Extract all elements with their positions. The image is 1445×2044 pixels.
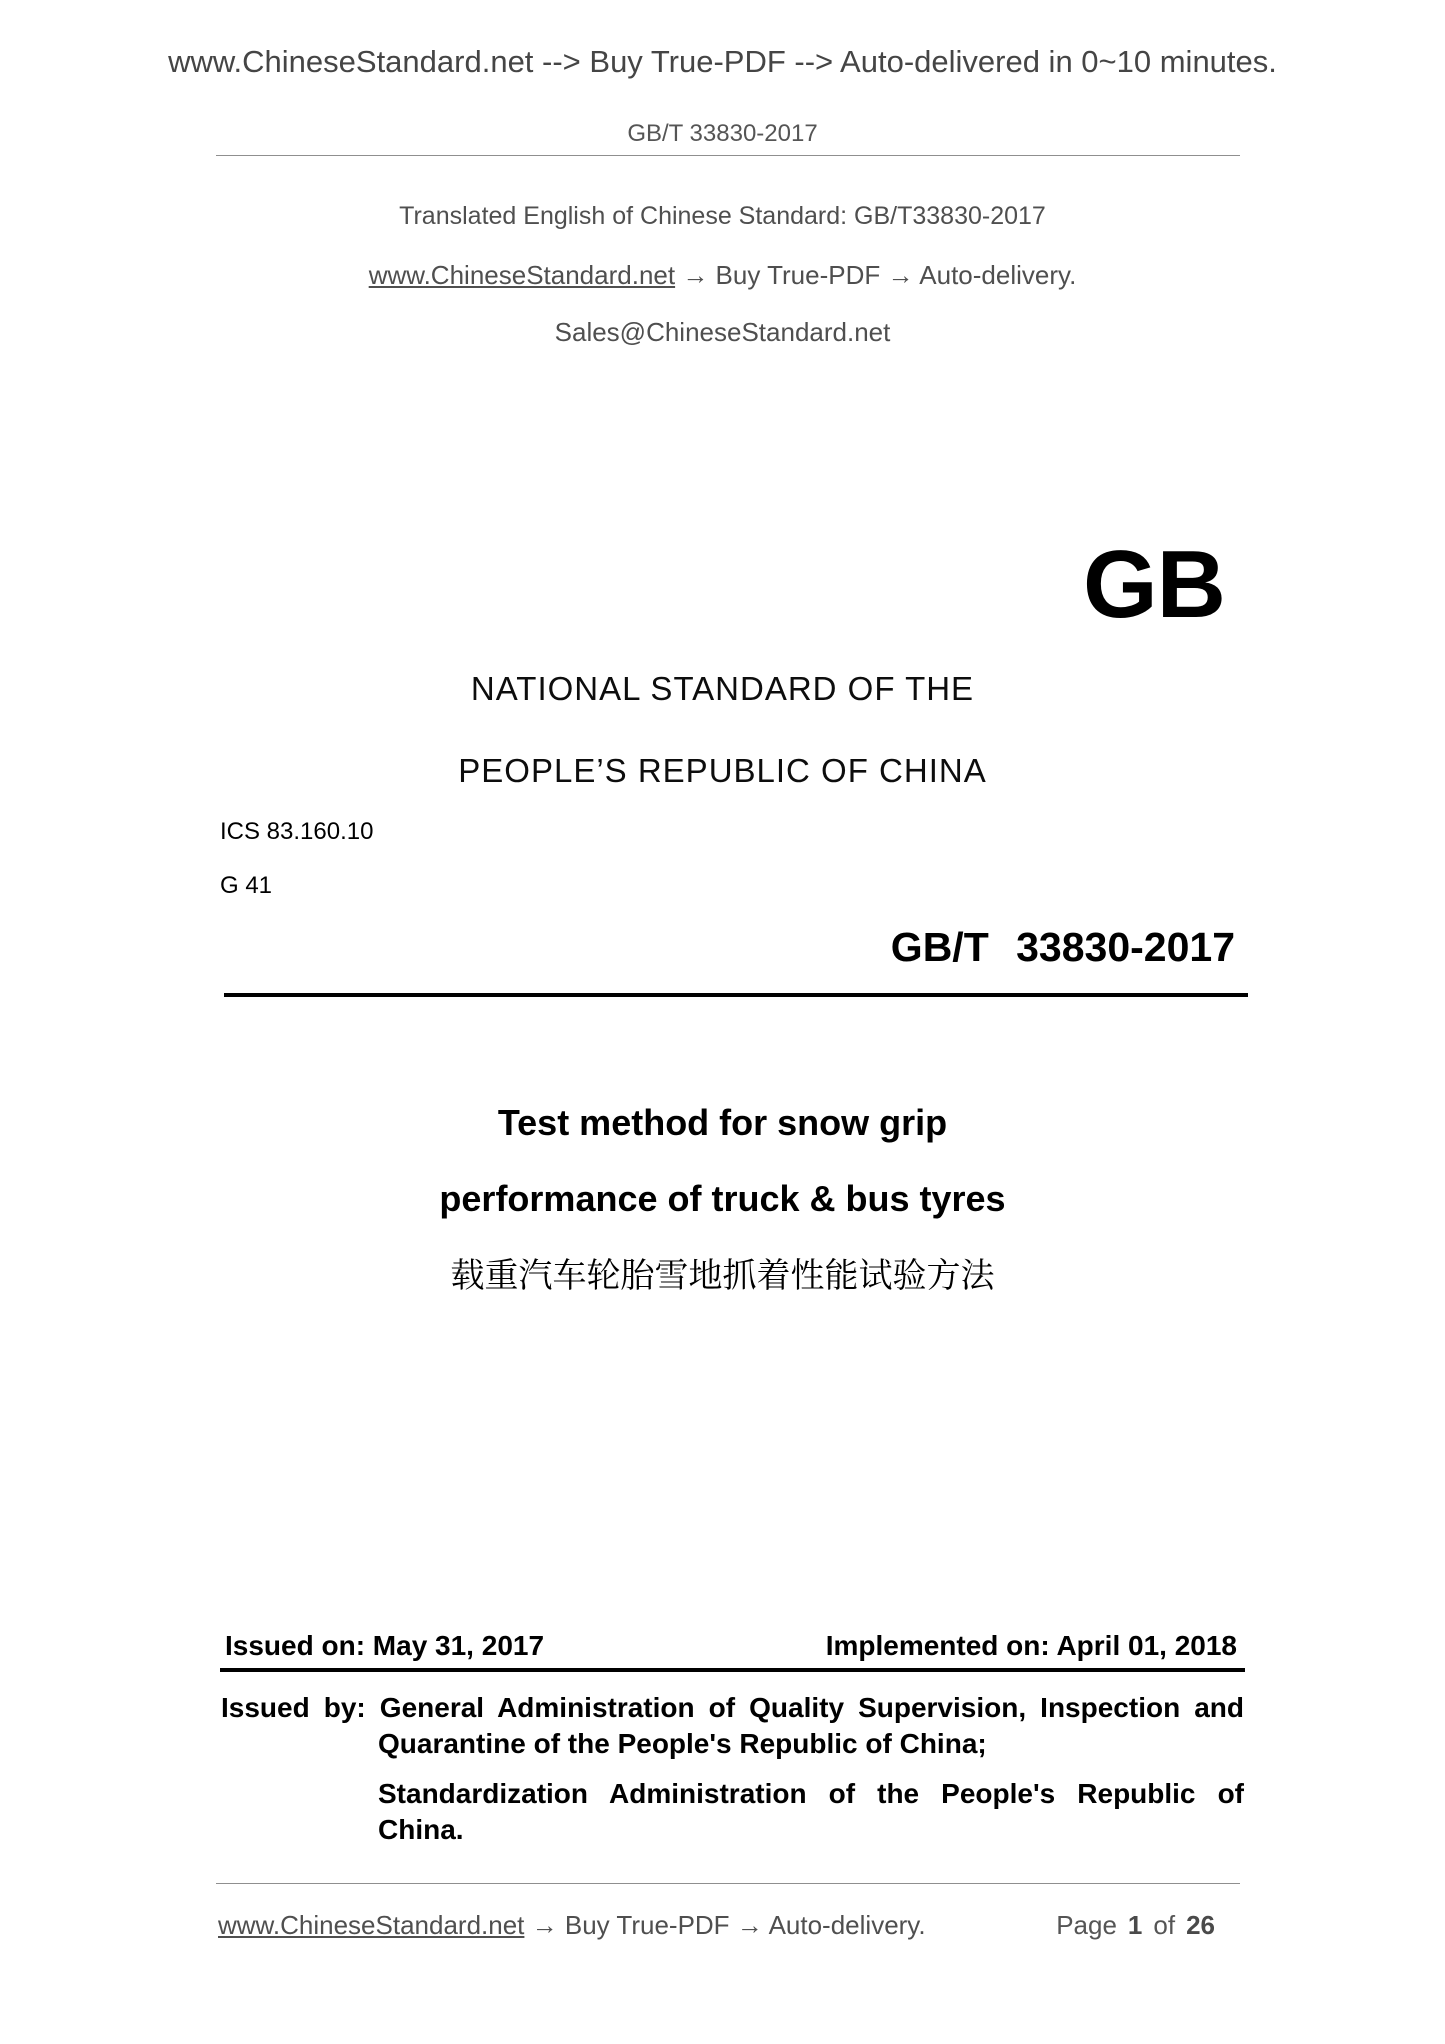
site-delivery-line (0, 260, 1445, 291)
of-label: of (1153, 1910, 1176, 1940)
footer-site-line-rest: → Buy True-PDF → Auto-delivery. (524, 1910, 926, 1940)
gb-logo: GB (1083, 531, 1225, 638)
site-link[interactable]: www.ChineseStandard.net (368, 260, 676, 290)
issued-date: Issued on: May 31, 2017 (225, 1630, 545, 1661)
site-line-rest: → Buy True-PDF → Auto-delivery. (675, 260, 1077, 290)
national-standard-line1: NATIONAL STANDARD OF THE (470, 670, 975, 707)
footer-divider (216, 1883, 1240, 1884)
title-chinese: 载重汽车轮胎雪地抓着性能试验方法 (450, 1257, 995, 1295)
page-total: 26 (1186, 1910, 1215, 1940)
title-english-line2: performance of truck & bus tyres (439, 1178, 1006, 1219)
standard-number-rule (224, 993, 1248, 997)
implemented-date: Implemented on: April 01, 2018 (825, 1630, 1237, 1661)
standard-number: GB/T 33830-2017 (890, 924, 1235, 970)
dates-rule (220, 1668, 1245, 1672)
footer-site-line (218, 1910, 926, 1941)
page-indicator (1056, 1910, 1215, 1941)
header-divider (216, 155, 1240, 156)
footer-site-link[interactable]: www.ChineseStandard.net (218, 1910, 525, 1940)
issuer-line3: Standardization Administration of the People's Republic of (378, 1778, 1244, 1809)
translated-standard-line: Translated English of Chinese Standard: GB/T33830-2017 (399, 202, 1046, 230)
sales-email[interactable]: Sales@ChineseStandard.net (554, 317, 891, 347)
class-code: G 41 (220, 872, 273, 899)
title-english-line1: Test method for snow grip (497, 1102, 948, 1143)
issuer-line4: China. (378, 1814, 464, 1845)
page-label: Page (1056, 1910, 1117, 1940)
header-tagline: www.ChineseStandard.net --> Buy True-PDF --> Auto-delivered in 0~10 minutes. (168, 44, 1277, 79)
issuer-line2: Quarantine of the People's Republic of China; (378, 1728, 987, 1759)
header-doc-number: GB/T 33830-2017 (627, 120, 818, 147)
ics-code: ICS 83.160.10 (220, 818, 374, 845)
national-standard-line2: PEOPLE’S REPUBLIC OF CHINA (458, 752, 987, 789)
page-current: 1 (1127, 1910, 1143, 1940)
issuer-line1: Issued by: General Administration of Quality Supervision, Inspection and (221, 1692, 1244, 1723)
